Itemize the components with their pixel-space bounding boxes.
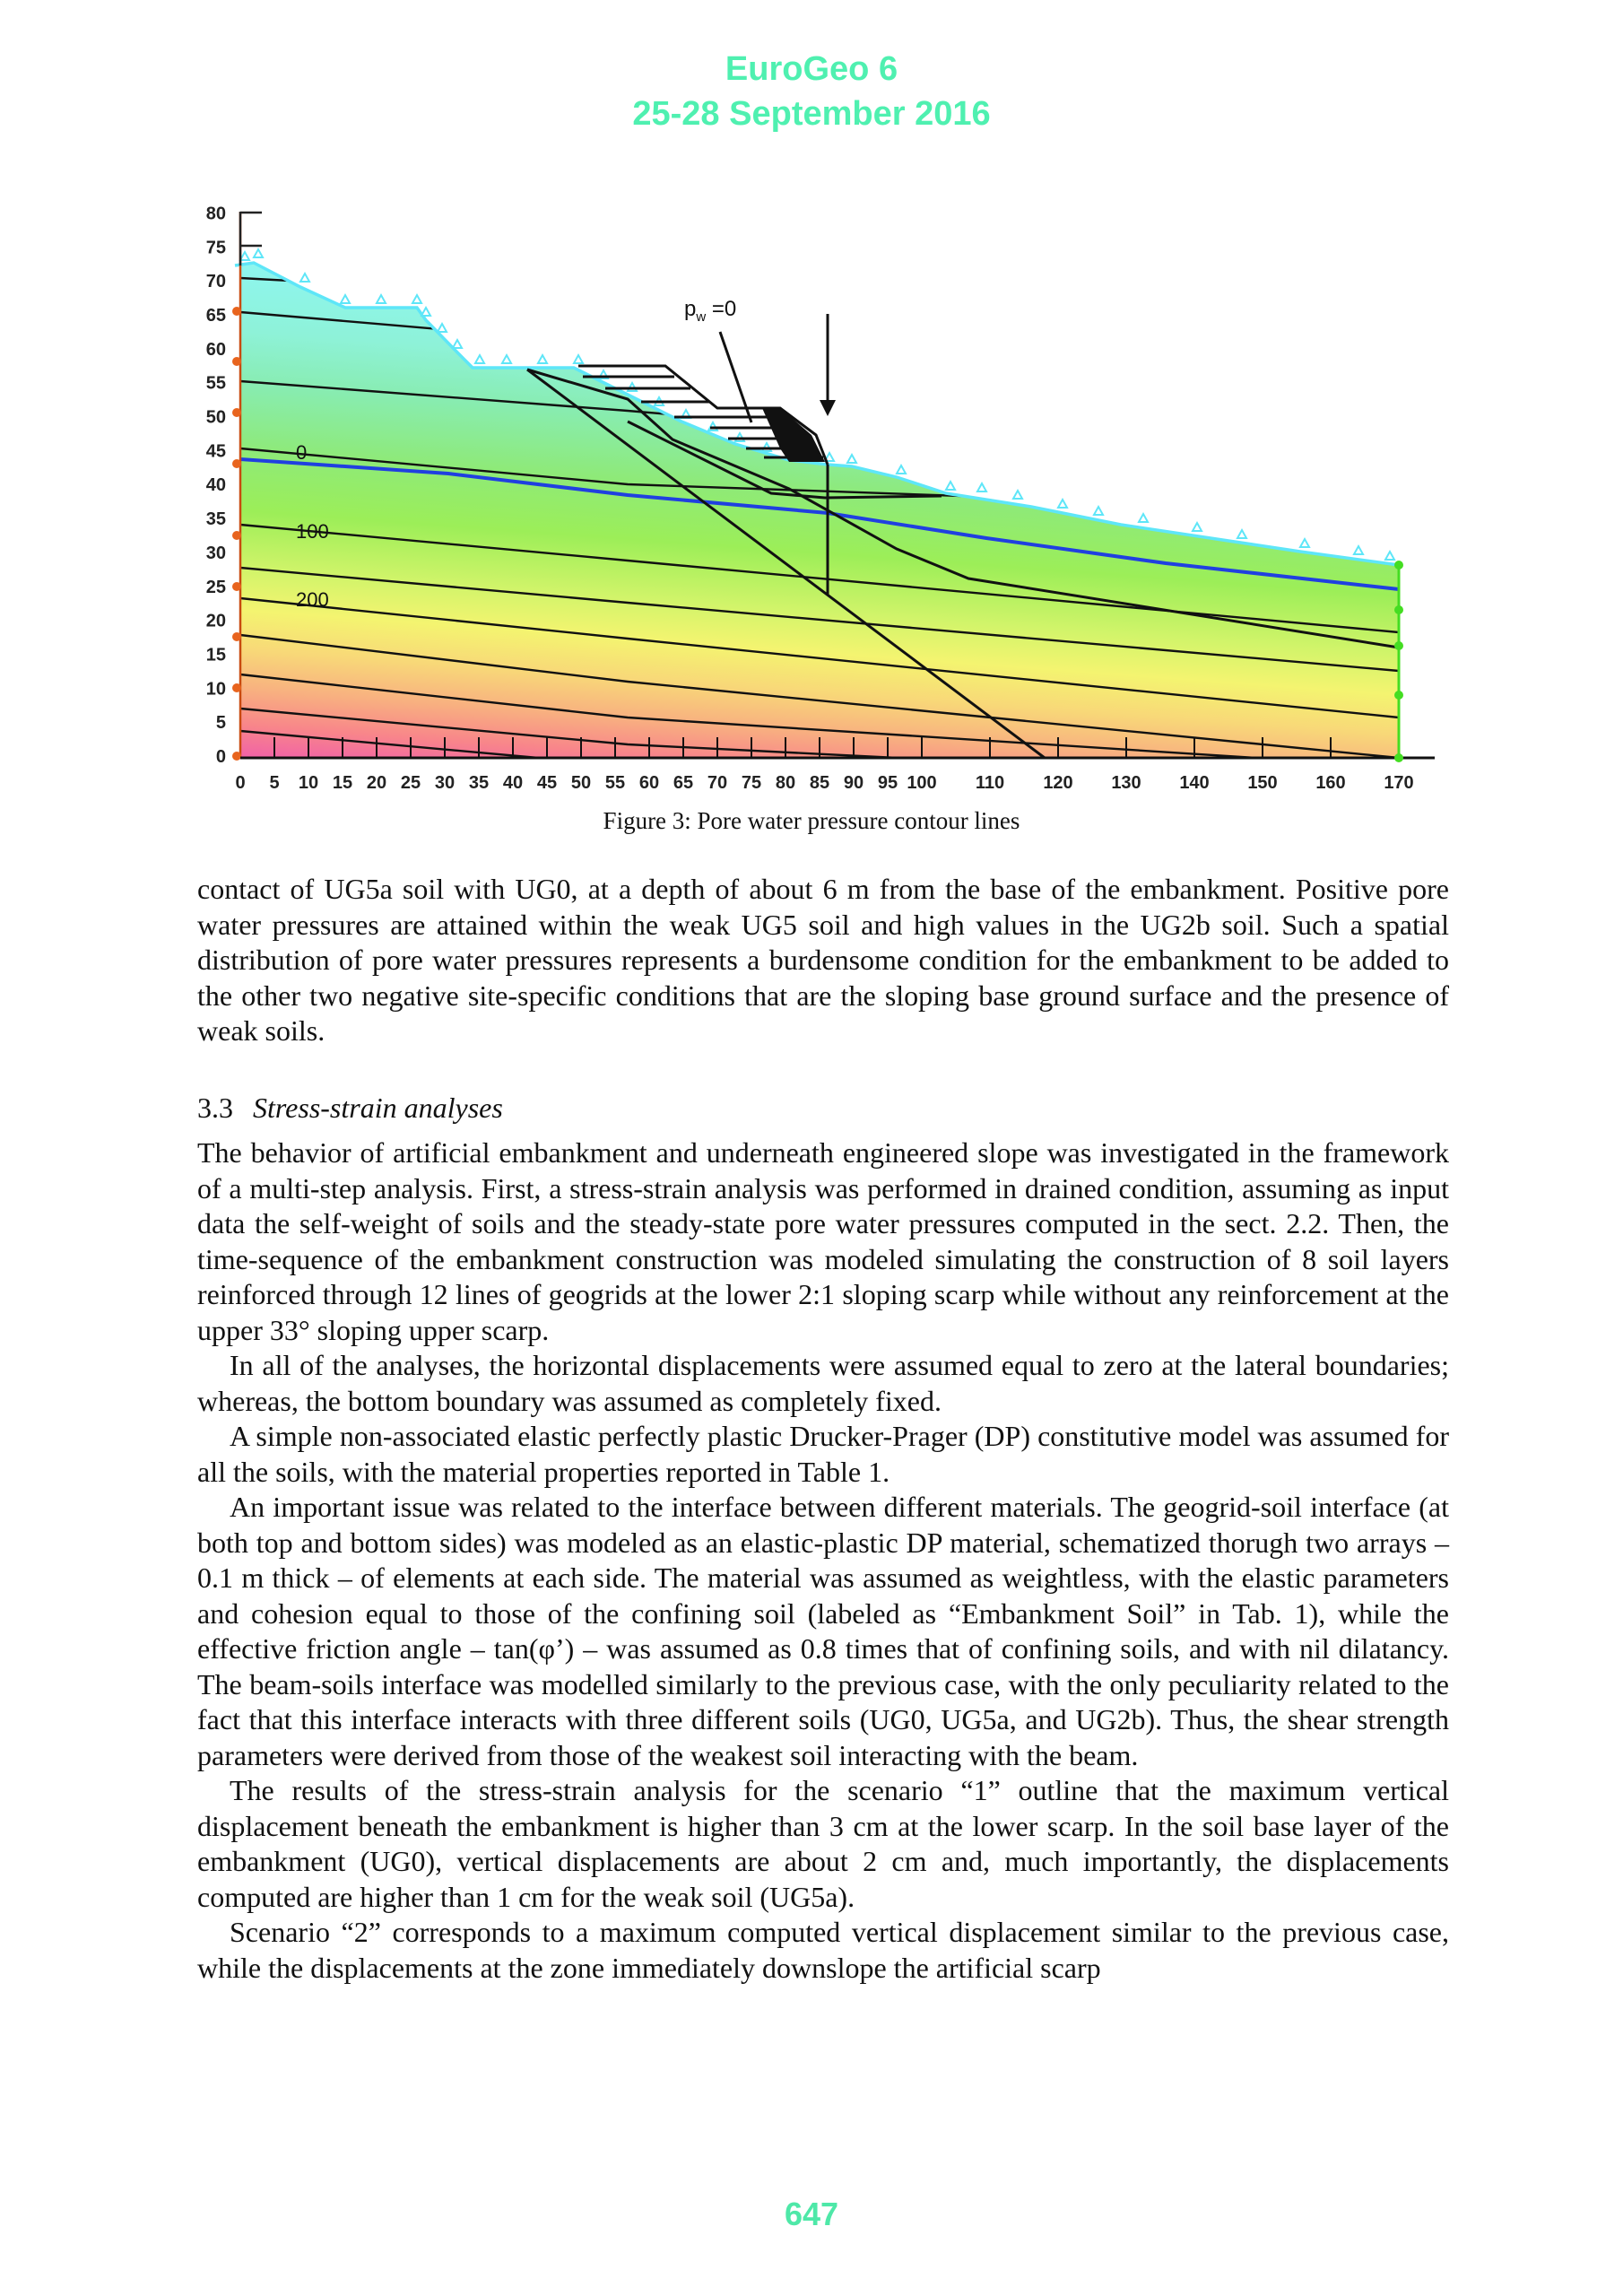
x-tick-label: 0: [235, 773, 246, 793]
x-tick-label: 45: [536, 773, 558, 793]
contour-label-200: 200: [296, 588, 329, 611]
figure-caption: Figure 3: Pore water pressure contour lines: [603, 807, 1020, 834]
x-tick-label: 110: [975, 773, 1005, 793]
x-tick-label: 80: [775, 773, 796, 793]
y-tick-label: 60: [205, 339, 226, 360]
x-tick-label: 50: [570, 773, 592, 793]
paragraph: The behavior of artificial embankment and underneath engineered slope was investigated in the framework of a multi-step analysis. First, a stress-strain analysis was performed in drained condition, assuming as input data the self-weight of soils and the steady-state pore water pressures computed in the sect. 2.2. Then, the time-sequence of the embankment construction was modeled simulating the construction of 8 soil layers reinforced through 12 lines of geogrids at the lower 2:1 sloping scarp while without any reinforcement at the upper 33° sloping upper scarp.: [197, 1136, 1449, 1346]
y-tick-label: 5: [215, 713, 226, 734]
y-tick-label: 45: [205, 441, 226, 462]
paragraph: Scenario “2” corresponds to a maximum computed vertical displacement similar to the previous case, while the displacements at the zone immediately downslope the artificial scarp: [197, 1916, 1449, 1984]
y-tick-label: 10: [205, 679, 226, 700]
y-tick-label: 55: [205, 373, 226, 394]
pore-pressure-figure: [0, 0, 1623, 825]
y-tick-label: 0: [215, 747, 226, 767]
y-tick-label: 75: [205, 238, 226, 258]
section-body: [197, 1135, 1449, 1986]
x-tick-label: 40: [502, 773, 524, 793]
y-tick-label: 65: [205, 305, 226, 326]
conference-dates: 25-28 September 2016: [632, 95, 991, 133]
section-heading: [197, 1090, 503, 1126]
y-tick-label: 40: [205, 475, 226, 496]
x-tick-label: 95: [877, 773, 898, 793]
section-number: 3.3: [197, 1091, 233, 1124]
y-tick-label: 80: [205, 204, 226, 224]
x-tick-label: 150: [1247, 773, 1278, 793]
x-tick-label: 170: [1384, 773, 1414, 793]
x-tick-label: 65: [673, 773, 694, 793]
x-tick-label: 85: [809, 773, 830, 793]
x-tick-label: 10: [298, 773, 319, 793]
y-tick-label: 30: [205, 543, 226, 563]
y-tick-label: 50: [205, 407, 226, 428]
y-tick-label: 20: [205, 611, 226, 631]
x-tick-label: 30: [434, 773, 456, 793]
paragraph: In all of the analyses, the horizontal displacements were assumed equal to zero at the lateral boundaries; whereas, the bottom boundary was assumed as completely fixed.: [197, 1349, 1449, 1417]
y-tick-label: 25: [205, 577, 226, 597]
x-tick-label: 55: [604, 773, 626, 793]
x-tick-label: 100: [907, 773, 937, 793]
paragraph: An important issue was related to the interface between different materials. The geogrid-soil interface (at both top and bottom sides) was modeled as an elastic-plastic DP material, schematized thorugh two arrays – 0.1 m thick – of elements at each side. The material was assumed as weightless, with the elastic parameters and cohesion equal to those of the confining soil (labeled as “Embankment Soil” in Tab. 1), while the effective friction angle – tan(φ’) – was assumed as 0.8 times that of confining soils, and with nil dilatancy. The beam-soils interface was modelled similarly to the previous case, with the only peculiarity related to the fact that this interface interacts with three different soils (UG0, UG5a, and UG2b). Thus, the shear strength parameters were derived from those of the weakest soil interacting with the beam.: [197, 1491, 1449, 1771]
x-tick-label: 5: [269, 773, 280, 793]
x-tick-label: 25: [400, 773, 421, 793]
y-tick-label: 70: [205, 272, 226, 292]
arrow-down-icon: [820, 314, 836, 416]
paragraph: The results of the stress-strain analysis for the scenario “1” outline that the maximum vertical displacement beneath the embankment is higher than 3 cm at the lower scarp. In the soil base layer of the embankment (UG0), vertical displacements are about 2 cm and, much importantly, the displacements computed are higher than 1 cm for the weak soil (UG5a).: [197, 1774, 1449, 1913]
x-tick-label: 130: [1111, 773, 1141, 793]
x-tick-label: 15: [332, 773, 353, 793]
contour-label-100: 100: [296, 520, 329, 543]
y-tick-label: 35: [205, 509, 226, 530]
conference-title: EuroGeo 6: [725, 50, 898, 88]
x-tick-label: 20: [366, 773, 387, 793]
y-tick-label: 15: [205, 645, 226, 665]
x-tick-label: 140: [1179, 773, 1210, 793]
paragraph: A simple non-associated elastic perfectly plastic Drucker-Prager (DP) constitutive model was assumed for all the soils, with the material properties reported in Table 1.: [197, 1420, 1449, 1488]
page-number: 647: [784, 2196, 839, 2232]
x-tick-label: 160: [1315, 773, 1346, 793]
contour-label-0: 0: [296, 441, 308, 464]
paragraph: contact of UG5a soil with UG0, at a depth of about 6 m from the base of the embankment. Positive pore water pressures are attained within the weak UG5 soil and high values in the UG2b soil. Such a spatial distribution of pore water pressures represents a burdensome condition for the embankment to be added to the other two negative site-specific conditions that are the sloping base ground surface and the presence of weak soils.: [197, 873, 1449, 1047]
x-tick-label: 70: [707, 773, 728, 793]
paragraph-1-block: [197, 872, 1449, 1049]
soil-body: [215, 179, 1435, 825]
x-tick-label: 35: [468, 773, 490, 793]
x-tick-label: 120: [1043, 773, 1073, 793]
pw-annotation: $p_w =0$: [684, 297, 737, 325]
section-title: Stress-strain analyses: [253, 1091, 503, 1124]
x-tick-label: 60: [638, 773, 660, 793]
x-tick-label: 75: [741, 773, 762, 793]
x-tick-label: 90: [843, 773, 864, 793]
